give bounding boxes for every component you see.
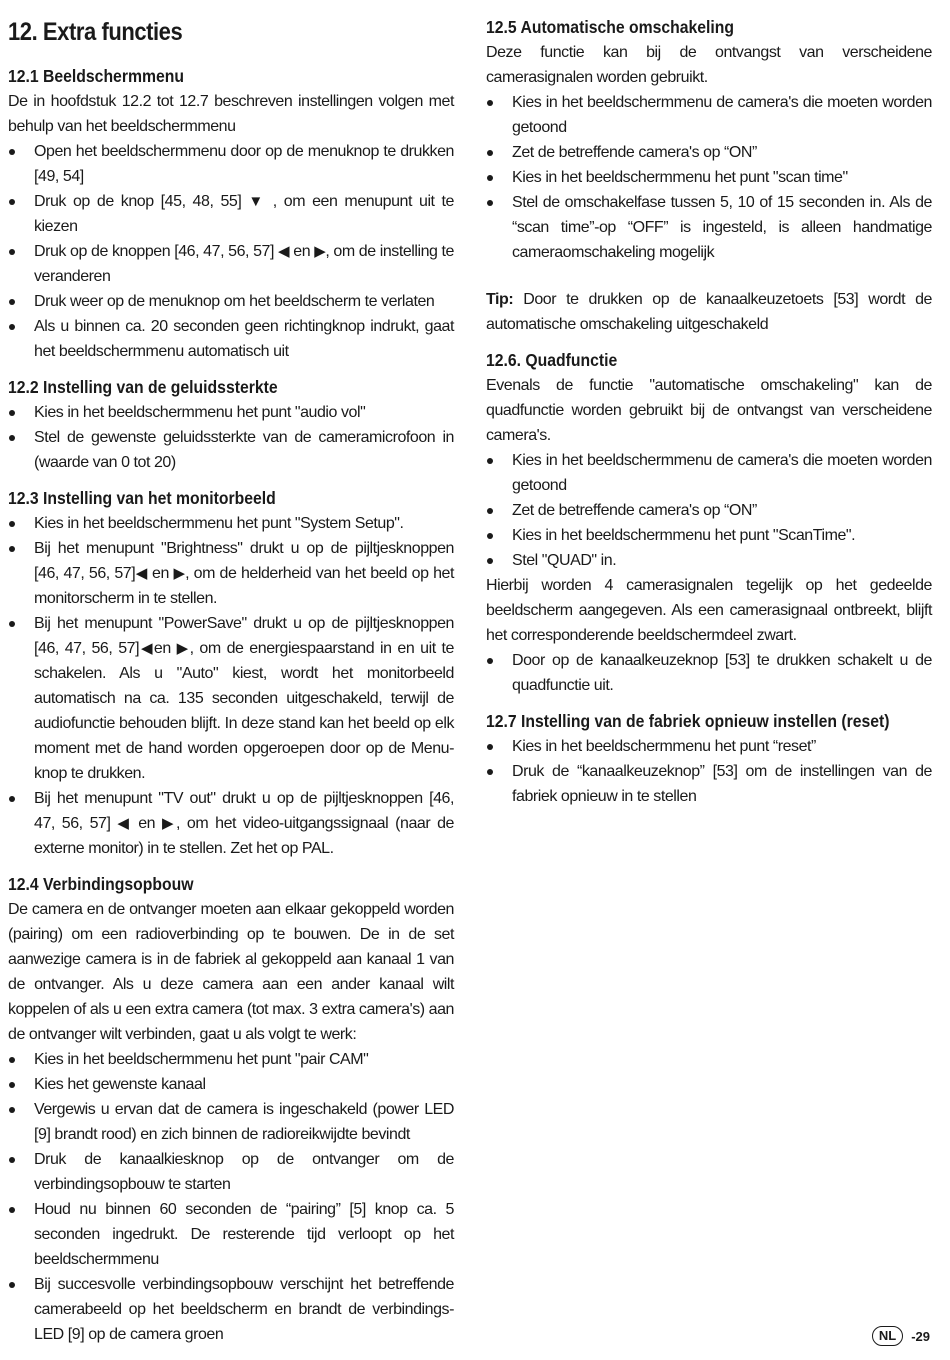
list-item: [8, 786, 454, 861]
left-column: [8, 14, 454, 1347]
list-item: Kies in het beeldschermmenu het punt "scan time": [486, 165, 932, 190]
text: , om de helderheid van het beeld op het monitorscherm in te stellen.: [34, 565, 455, 607]
list-item: Druk de “kanaalkeuzeknop” [53] om de instellingen van de fabriek opnieuw in te stellen: [486, 759, 932, 809]
down-arrow-icon: ▼: [248, 193, 266, 210]
section-intro: Evenals de functie "automatische omschakeling" kan de quadfunctie worden gebruikt bij de ontvangst van verscheidene camera's.: [486, 377, 932, 444]
list-item: Stel de omschakelfase tussen 5, 10 of 15 seconden in. Als de “scan time”-op “OFF” is ingesteld, is alleen handmatige cameraomschakeling mogelijk: [486, 190, 932, 265]
list-item: Kies in het beeldschermmenu het punt "audio vol": [8, 400, 454, 425]
bullet-list: [486, 448, 932, 573]
list-item: [8, 536, 454, 611]
tip-text: Door te drukken op de kanaalkeuzetoets [53] wordt de automatische omschakeling uitgeschakeld: [486, 291, 932, 333]
right-column: [486, 14, 932, 809]
section-intro: De camera en de ontvanger moeten aan elkaar gekoppeld worden (pairing) om een radioverbinding op te bouwen. De in de set aanwezige camera is in de fabriek al gekoppeld aan kanaal 1 van de ontvanger. Als u deze camera aan een ander kanaal wilt koppelen of als u een extra camera (tot max. 3 extra camera's) aan de ontvanger wilt verbinden, gaat u als volgt te werk:: [8, 901, 454, 1043]
list-item: Kies in het beeldschermmenu het punt “reset”: [486, 734, 932, 759]
bullet-list: [8, 1047, 454, 1347]
text: Druk op de knop [45, 48, 55]: [34, 193, 249, 210]
page-number: -29: [911, 1328, 930, 1344]
section-intro: Deze functie kan bij de ontvangst van verscheidene camerasignalen worden gebruikt.: [486, 44, 932, 86]
list-item: Kies in het beeldschermmenu het punt "pair CAM": [8, 1047, 454, 1072]
list-item: [8, 189, 454, 239]
right-arrow-icon: ▶: [162, 815, 177, 832]
section-heading-12-7: 12.7 Instelling van de fabriek opnieuw instellen (reset): [486, 711, 890, 731]
right-arrow-icon: ▶: [176, 640, 190, 657]
text: , om het video-uitgangssignaal (naar de externe monitor) in te stellen. Zet het op PAL.: [34, 815, 455, 857]
list-item: Druk weer op de menuknop om het beeldscherm te verlaten: [8, 289, 454, 314]
list-item: [8, 239, 454, 289]
section-heading-12-1: 12.1 Beeldschermmenu: [8, 66, 184, 86]
list-item: Door op de kanaalkeuzeknop [53] te drukken schakelt u de quadfunctie uit.: [486, 648, 932, 698]
section-heading-12-5: 12.5 Automatische omschakeling: [486, 17, 735, 37]
section-heading-12-6: 12.6. Quadfunctie: [486, 350, 618, 370]
text: Druk op de knoppen [46, 47, 56, 57]: [34, 243, 279, 260]
right-arrow-icon: ▶: [173, 565, 186, 582]
list-item: Kies het gewenste kanaal: [8, 1072, 454, 1097]
right-arrow-icon: ▶: [314, 243, 326, 260]
section-heading-12-2: 12.2 Instelling van de geluidssterkte: [8, 377, 278, 397]
tip-label: Tip:: [486, 291, 514, 308]
list-item: Kies in het beeldschermmenu het punt "ScanTime".: [486, 523, 932, 548]
text: en: [289, 243, 315, 260]
bullet-list: [486, 734, 932, 809]
page-footer: [872, 1326, 930, 1346]
list-item: Stel "QUAD" in.: [486, 548, 932, 573]
list-item: Kies in het beeldschermmenu het punt "System Setup".: [8, 511, 454, 536]
section-paragraph: Hierbij worden 4 camerasignalen tegelijk op het gedeelde beeldscherm aangegeven. Als een camerasignaal ontbreekt, blijft het corresponderende beeldschermdeel zwart.: [486, 577, 932, 644]
text: , om de instelling te veranderen: [34, 243, 455, 285]
chapter-title: 12. Extra functies: [8, 18, 183, 46]
left-arrow-icon: ◀: [278, 243, 290, 260]
text: Bij het menupunt "TV out" drukt u op de pijltjesknoppen [46, 47, 56, 57]: [34, 790, 454, 832]
bullet-list: [486, 90, 932, 265]
list-item: Vergewis u ervan dat de camera is ingeschakeld (power LED [9] brandt rood) en zich binnen de radioreikwijdte bevindt: [8, 1097, 454, 1147]
list-item: Kies in het beeldschermmenu de camera's die moeten worden getoond: [486, 90, 932, 140]
bullet-list: [486, 648, 932, 698]
list-item: Houd nu binnen 60 seconden de “pairing” [5] knop ca. 5 seconden ingedrukt. De resterende tijd verloopt op het beeldschermmenu: [8, 1197, 454, 1272]
text: Bij het menupunt "Brightness" drukt u op de pijltjesknoppen [46, 47, 56, 57]: [34, 540, 454, 582]
bullet-list: [8, 400, 454, 475]
section-heading-12-4: 12.4 Verbindingsopbouw: [8, 874, 194, 894]
list-item: Als u binnen ca. 20 seconden geen richtingknop indrukt, gaat het beeldschermmenu automatisch uit: [8, 314, 454, 364]
section-intro: De in hoofdstuk 12.2 tot 12.7 beschreven instellingen volgen met behulp van het beeldschermmenu: [8, 93, 454, 135]
section-heading-12-3: 12.3 Instelling van het monitorbeeld: [8, 488, 276, 508]
tip-paragraph: [486, 287, 932, 337]
left-arrow-icon: ◀: [139, 640, 154, 657]
list-item: Zet de betreffende camera's op “ON”: [486, 140, 932, 165]
list-item: Druk de kanaalkiesknop op de ontvanger om de verbindingsopbouw te starten: [8, 1147, 454, 1197]
bullet-list: [8, 511, 454, 861]
text: en: [153, 640, 177, 657]
list-item: [8, 611, 454, 786]
list-item: Open het beeldschermmenu door op de menuknop te drukken [49, 54]: [8, 139, 454, 189]
left-arrow-icon: ◀: [117, 815, 132, 832]
list-item: Kies in het beeldschermmenu de camera's die moeten worden getoond: [486, 448, 932, 498]
text: en: [147, 565, 174, 582]
text: , om de energiespaarstand in en uit te schakelen. Als u "Auto" kiest, wordt het monitorbeeld automatisch na ca. 135 seconden uitgeschakeld, terwijl de audiofunctie behouden blijft. In deze stand kan het beeld op elk moment met de hand worden opgeroepen door op de Menu-knop te drukken.: [34, 640, 454, 782]
list-item: Stel de gewenste geluidssterkte van de cameramicrofoon in (waarde van 0 tot 20): [8, 425, 454, 475]
language-badge: NL: [872, 1326, 903, 1346]
list-item: Zet de betreffende camera's op “ON”: [486, 498, 932, 523]
left-arrow-icon: ◀: [135, 565, 148, 582]
text: en: [131, 815, 163, 832]
text: Bij het menupunt "PowerSave" drukt u op de pijltjesknoppen [46, 47, 56, 57]: [34, 615, 454, 657]
list-item: Bij succesvolle verbindingsopbouw verschijnt het betreffende camerabeeld op het beeldscherm en brandt de verbindings-LED [9] op de camera groen: [8, 1272, 454, 1347]
bullet-list: [8, 139, 454, 364]
text: , om een menupunt uit te kiezen: [34, 193, 454, 235]
